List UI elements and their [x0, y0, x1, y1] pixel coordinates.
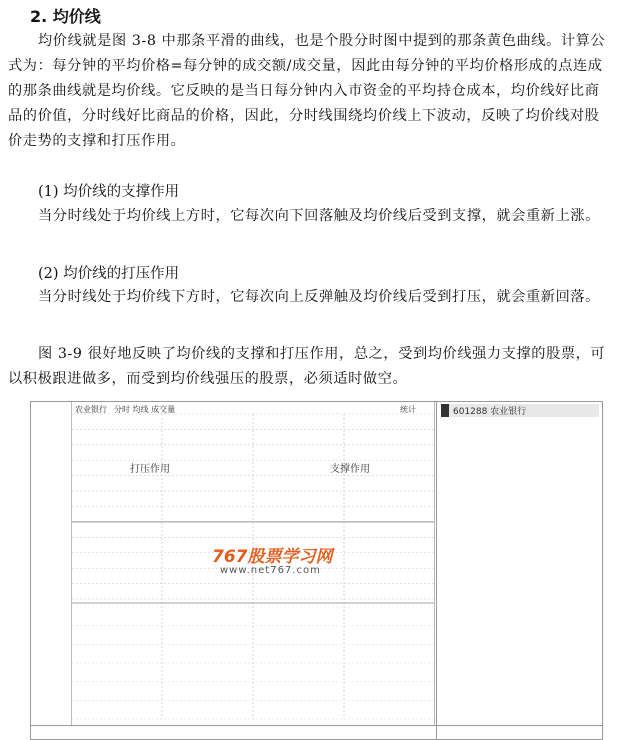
section-title: 2. 均价线 [30, 7, 101, 26]
chart-header-stats: 统计 [400, 405, 416, 414]
price-axis-left [31, 402, 71, 722]
annotation-support: 支撑作用 [330, 464, 370, 475]
chart-plot-area [71, 402, 435, 725]
paragraph-summary: 图 3-9 很好地反映了均价线的支撑和打压作用，总之，受到均价线强力支撑的股票，可以积极跟进做多，而受到均价线强压的股票，必须适时做空。 [8, 346, 606, 387]
watermark-logo: 767股票学习网 [212, 547, 333, 567]
chart-header-stock: 农业银行 [75, 405, 107, 414]
paragraph-pressure: 当分时线处于均价线下方时，它每次向上反弹触及均价线后受到打压，就会重新回落。 [38, 289, 600, 305]
quote-panel [436, 402, 603, 739]
annotation-pressure: 打压作用 [130, 464, 170, 475]
watermark-url: www.net767.com [220, 565, 321, 576]
chart-header-modes: 分时 均线 成交量 [114, 405, 176, 414]
intraday-chart-figure [30, 401, 603, 740]
paragraph-support: 当分时线处于均价线上方时，它每次向下回落触及均价线后受到支撑，就会重新上涨。 [38, 208, 600, 224]
paragraph-1: 均价线就是图 3-8 中那条平滑的曲线，也是个股分时图中提到的那条黄色曲线。计算公式为：每分钟的平均价格=每分钟的成交额/成交量，因此由每分钟的平均价格形成的点连成的那条曲线就是均价线。它反映的是当日每分钟内入市资金的平均持仓成本，均价线好比商品的价值，分时线好比商品的价格，因此，分时线围绕均价线上下波动，反映了均价线对股价走势的支撑和打压作用。 [8, 33, 606, 149]
subheading-pressure: (2) 均价线的打压作用 [38, 266, 180, 282]
panel-code: 601288 农业银行 [441, 404, 599, 417]
subheading-support: (1) 均价线的支撑作用 [38, 184, 180, 200]
